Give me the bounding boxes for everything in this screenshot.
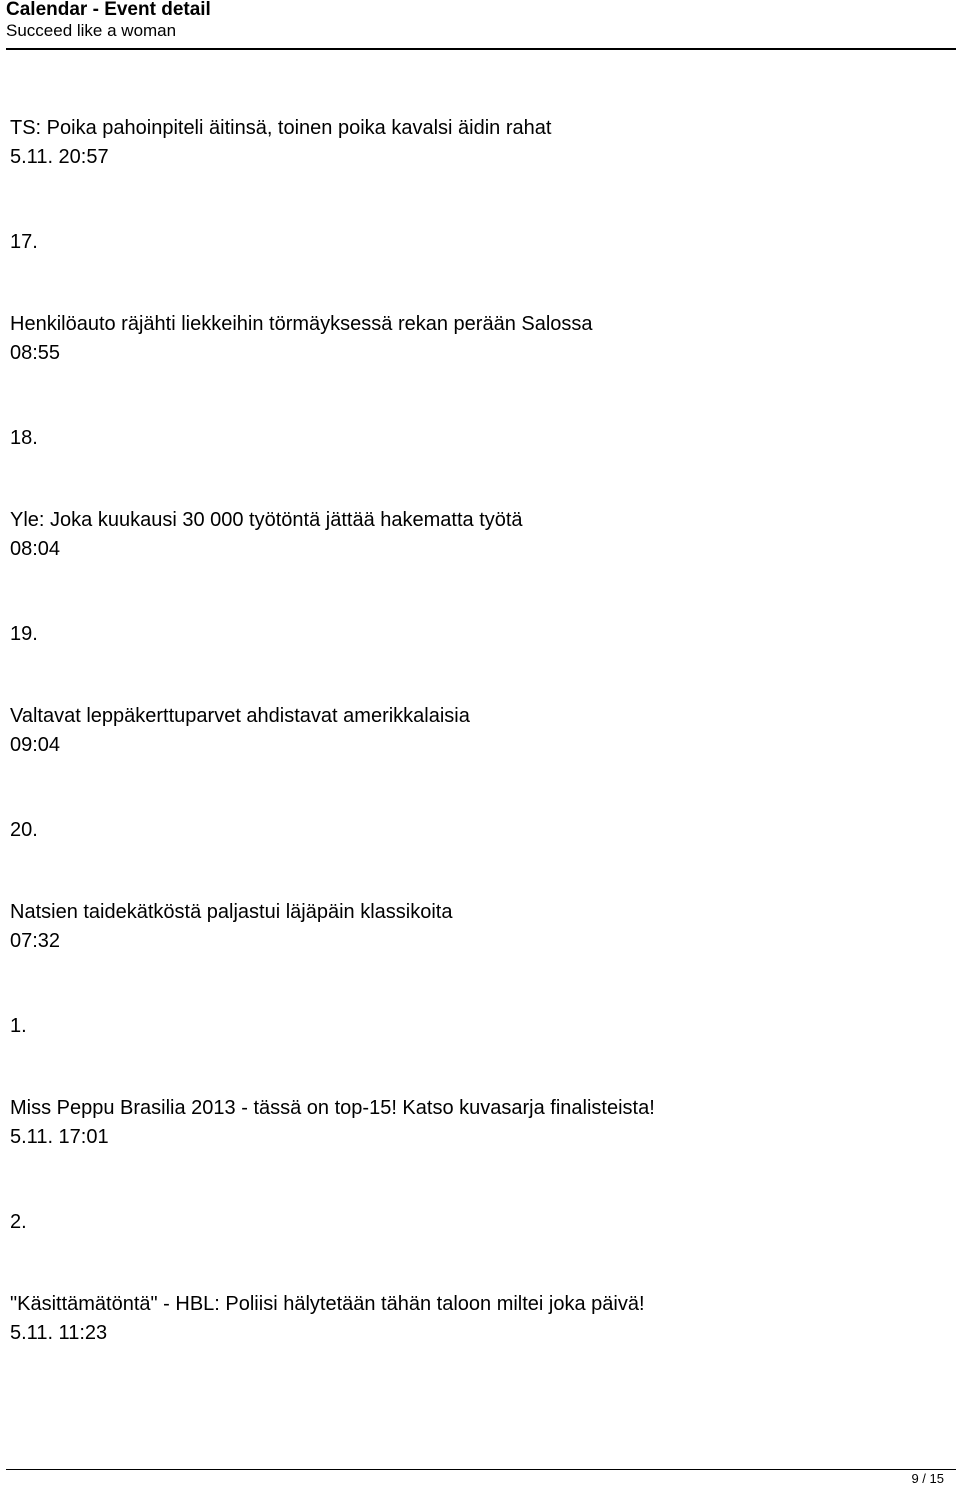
list-item <box>10 115 950 311</box>
item-rank: 18. <box>10 427 38 449</box>
list-item <box>10 311 950 507</box>
item-title[interactable]: Yle: Joka kuukausi 30 000 työtöntä jättää hakematta työtä <box>10 509 523 531</box>
item-rank: 2. <box>10 1211 27 1233</box>
item-time: 08:04 <box>10 538 61 560</box>
item-title[interactable]: Valtavat leppäkerttuparvet ahdistavat amerikkalaisia <box>10 705 470 727</box>
list-item <box>10 507 950 703</box>
item-title[interactable]: TS: Poika pahoinpiteli äitinsä, toinen poika kavalsi äidin rahat <box>10 117 552 139</box>
item-time: 07:32 <box>10 930 61 952</box>
header-divider <box>6 48 956 50</box>
footer-divider <box>6 1469 956 1470</box>
item-title[interactable]: Henkilöauto räjähti liekkeihin törmäyksessä rekan perään Salossa <box>10 313 593 335</box>
page-number: 9 / 15 <box>911 1471 944 1486</box>
page-subtitle: Succeed like a woman <box>6 21 177 40</box>
item-time: 08:55 <box>10 342 61 364</box>
item-rank: 19. <box>10 623 38 645</box>
item-rank: 20. <box>10 819 38 841</box>
item-title[interactable]: Miss Peppu Brasilia 2013 - tässä on top-15! Katso kuvasarja finalisteista! <box>10 1097 655 1119</box>
page-header <box>6 0 956 42</box>
item-title[interactable]: "Käsittämätöntä" - HBL: Poliisi hälytetään tähän taloon miltei joka päivä! <box>10 1293 645 1315</box>
news-list <box>10 115 950 1487</box>
list-item <box>10 703 950 899</box>
list-item <box>10 1095 950 1291</box>
item-rank: 17. <box>10 231 38 253</box>
item-time: 5.11. 11:23 <box>10 1322 108 1344</box>
item-title[interactable]: Natsien taidekätköstä paljastui läjäpäin klassikoita <box>10 901 453 923</box>
list-item <box>10 899 950 1095</box>
item-time: 5.11. 20:57 <box>10 146 109 168</box>
page-title: Calendar - Event detail <box>6 0 211 20</box>
list-item <box>10 1291 950 1487</box>
item-time: 5.11. 17:01 <box>10 1126 109 1148</box>
item-time: 09:04 <box>10 734 61 756</box>
item-rank: 1. <box>10 1015 27 1037</box>
